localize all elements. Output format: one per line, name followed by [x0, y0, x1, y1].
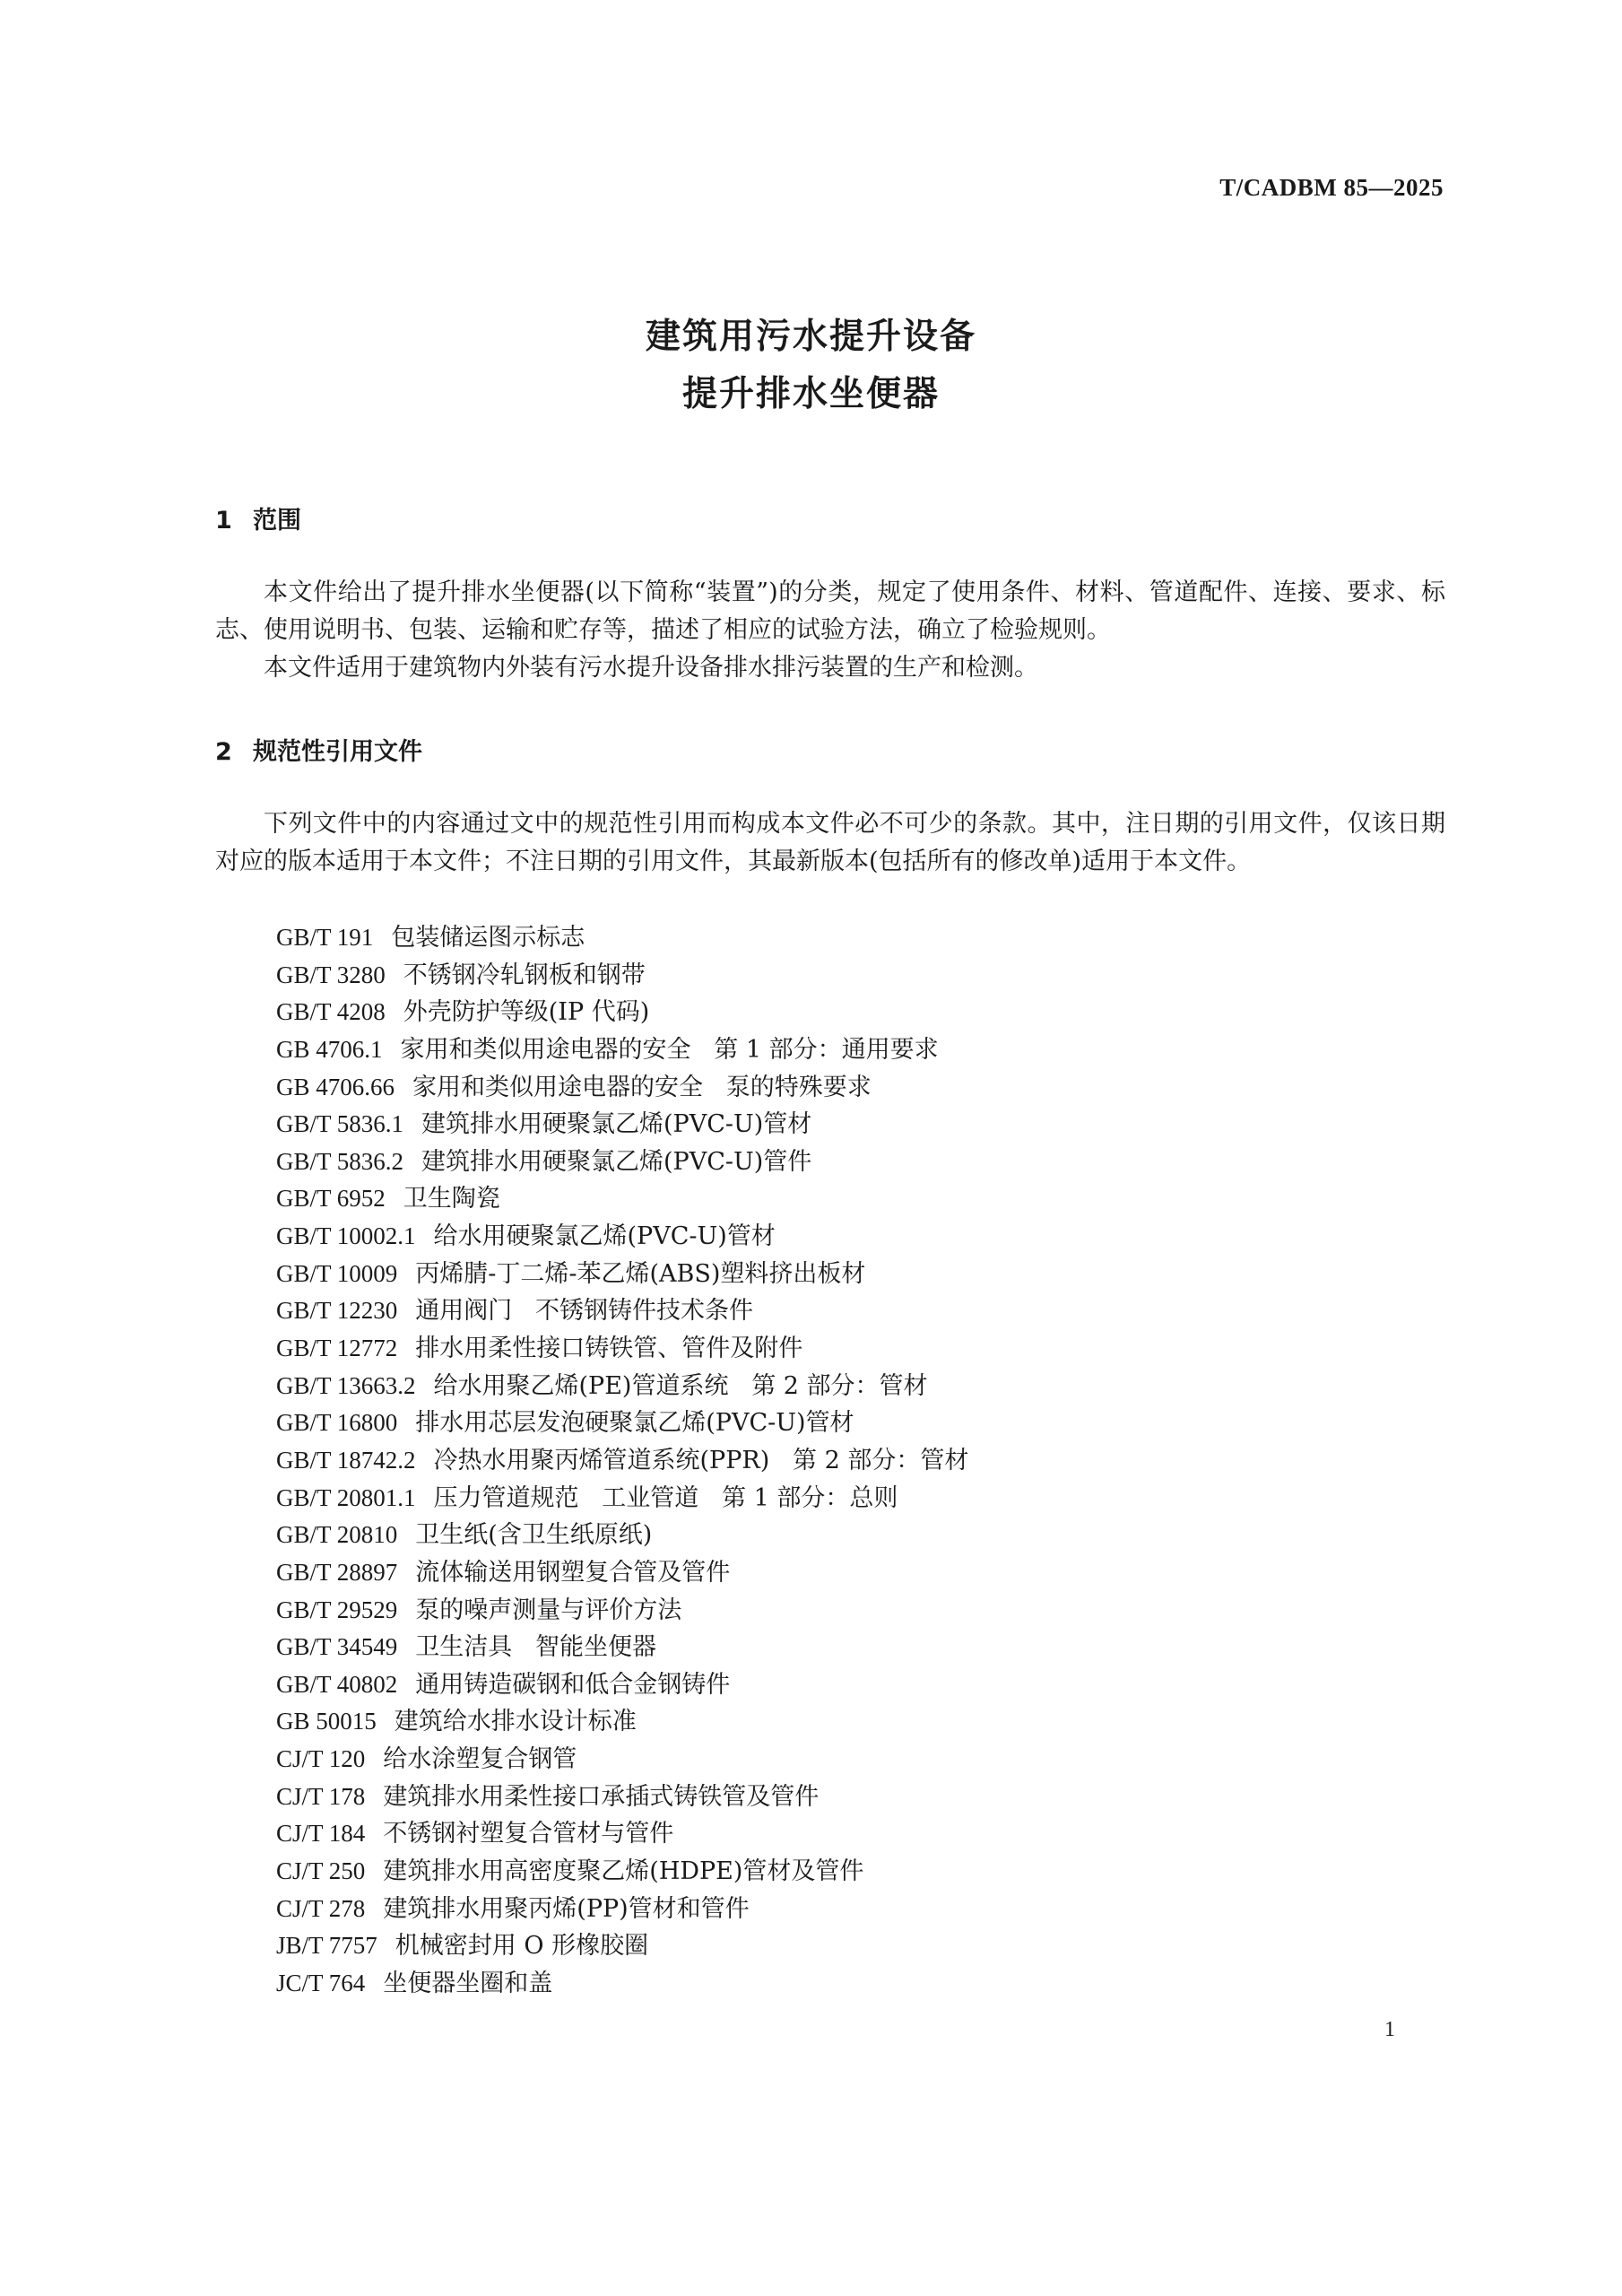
reference-code: GB/T 34549 — [276, 1633, 398, 1661]
reference-item — [276, 1031, 968, 1069]
reference-title: 卫生陶瓷 — [403, 1185, 500, 1213]
reference-code: GB/T 40802 — [276, 1670, 398, 1698]
reference-code: GB/T 12772 — [276, 1335, 398, 1362]
reference-title: 建筑排水用硬聚氯乙烯(PVC-U)管材 — [421, 1110, 812, 1139]
reference-code: GB/T 5836.1 — [276, 1110, 404, 1138]
reference-code: GB/T 5836.2 — [276, 1147, 404, 1175]
reference-item — [276, 1666, 968, 1704]
reference-title: 不锈钢冷轧钢板和钢带 — [403, 961, 646, 989]
document-title-line1: 建筑用污水提升设备 — [645, 317, 976, 357]
reference-title: 包装储运图示标志 — [391, 924, 585, 952]
reference-code: CJ/T 184 — [276, 1820, 366, 1848]
reference-code: GB/T 18742.2 — [276, 1446, 416, 1474]
reference-item — [276, 1554, 968, 1592]
reference-title: 泵的噪声测量与评价方法 — [415, 1596, 682, 1624]
reference-item — [276, 1815, 968, 1853]
reference-title: 建筑给水排水设计标准 — [394, 1708, 637, 1736]
reference-title: 不锈钢衬塑复合管材与管件 — [383, 1820, 674, 1848]
references-intro: 下列文件中的内容通过文中的规范性引用而构成本文件必不可少的条款。其中，注日期的引用文件，仅该日期对应的版本适用于本文件；不注日期的引用文件，其最新版本(包括所有的修改单)适用于本文件。 — [215, 810, 1445, 875]
reference-title: 家用和类似用途电器的安全 泵的特殊要求 — [412, 1073, 872, 1101]
reference-title: 通用铸造碳钢和低合金钢铸件 — [415, 1670, 731, 1699]
reference-code: GB 4706.1 — [276, 1035, 383, 1063]
reference-item — [276, 1965, 968, 2003]
reference-title: 建筑排水用高密度聚乙烯(HDPE)管材及管件 — [383, 1857, 864, 1886]
reference-title: 家用和类似用途电器的安全 第 1 部分：通用要求 — [400, 1035, 939, 1064]
reference-item — [276, 994, 968, 1031]
reference-item — [276, 1069, 968, 1107]
reference-title: 丙烯腈-丁二烯-苯乙烯(ABS)塑料挤出板材 — [415, 1259, 866, 1288]
section-2-number: 2 — [215, 738, 232, 766]
reference-title: 给水用聚乙烯(PE)管道系统 第 2 部分：管材 — [433, 1371, 928, 1400]
reference-item — [276, 1256, 968, 1293]
reference-title: 建筑排水用柔性接口承插式铸铁管及管件 — [383, 1782, 820, 1811]
reference-item — [276, 1517, 968, 1554]
reference-code: GB/T 12230 — [276, 1297, 398, 1325]
reference-code: GB/T 10009 — [276, 1259, 398, 1287]
reference-list — [276, 919, 968, 2003]
reference-code: JC/T 764 — [276, 1969, 366, 1996]
reference-item — [276, 1629, 968, 1666]
reference-item — [276, 1405, 968, 1442]
reference-title: 压力管道规范 工业管道 第 1 部分：总则 — [433, 1483, 898, 1512]
reference-title: 卫生洁具 智能坐便器 — [415, 1633, 657, 1662]
reference-title: 流体输送用钢塑复合管及管件 — [415, 1558, 731, 1587]
reference-code: CJ/T 250 — [276, 1857, 366, 1885]
standard-code: T/CADBM 85—2025 — [1219, 174, 1444, 201]
reference-code: CJ/T 120 — [276, 1745, 366, 1773]
reference-title: 通用阀门 不锈钢铸件技术条件 — [415, 1297, 754, 1326]
section-2-title: 规范性引用文件 — [253, 738, 422, 766]
reference-item — [276, 1891, 968, 1928]
page-number: 1 — [1384, 2018, 1395, 2041]
reference-code: CJ/T 278 — [276, 1894, 366, 1922]
reference-code: GB/T 16800 — [276, 1409, 398, 1437]
reference-item — [276, 1703, 968, 1741]
reference-title: 卫生纸(含卫生纸原纸) — [415, 1521, 653, 1550]
reference-item — [276, 919, 968, 957]
reference-item — [276, 1480, 968, 1518]
reference-item — [276, 1180, 968, 1218]
reference-item — [276, 1779, 968, 1816]
reference-item — [276, 1106, 968, 1144]
reference-title: 坐便器坐圈和盖 — [383, 1969, 553, 1997]
reference-code: GB/T 3280 — [276, 961, 386, 988]
reference-code: JB/T 7757 — [276, 1932, 377, 1960]
reference-title: 排水用柔性接口铸铁管、管件及附件 — [415, 1335, 803, 1363]
reference-item — [276, 1853, 968, 1891]
reference-item — [276, 1442, 968, 1480]
reference-code: GB/T 10002.1 — [276, 1222, 416, 1250]
reference-code: GB 50015 — [276, 1708, 377, 1735]
reference-item — [276, 1330, 968, 1368]
reference-code: GB/T 13663.2 — [276, 1371, 416, 1399]
scope-paragraph-2: 本文件适用于建筑物内外装有污水提升设备排水排污装置的生产和检测。 — [264, 654, 1038, 682]
reference-title: 机械密封用 O 形橡胶圈 — [395, 1932, 649, 1961]
section-1-title: 范围 — [253, 507, 301, 535]
reference-code: GB/T 191 — [276, 924, 374, 951]
section-2-heading — [215, 732, 422, 767]
reference-title: 排水用芯层发泡硬聚氯乙烯(PVC-U)管材 — [415, 1409, 854, 1438]
reference-code: GB/T 4208 — [276, 998, 386, 1026]
reference-item — [276, 1741, 968, 1779]
reference-item — [276, 1218, 968, 1256]
reference-code: GB/T 20801.1 — [276, 1483, 416, 1511]
reference-title: 外壳防护等级(IP 代码) — [403, 998, 650, 1027]
reference-title: 建筑排水用硬聚氯乙烯(PVC-U)管件 — [421, 1147, 812, 1176]
section-1-number: 1 — [215, 507, 232, 535]
reference-item — [276, 957, 968, 995]
reference-item — [276, 1927, 968, 1965]
reference-item — [276, 1368, 968, 1405]
reference-item — [276, 1592, 968, 1630]
reference-code: GB/T 29529 — [276, 1596, 398, 1623]
reference-code: GB/T 28897 — [276, 1558, 398, 1586]
scope-paragraph-1: 本文件给出了提升排水坐便器(以下简称“装置”)的分类，规定了使用条件、材料、管道配件、连接、要求、标志、使用说明书、包装、运输和贮存等，描述了相应的试验方法，确立了检验规则。 — [215, 578, 1445, 644]
reference-item — [276, 1144, 968, 1181]
reference-item — [276, 1292, 968, 1330]
reference-title: 给水用硬聚氯乙烯(PVC-U)管材 — [433, 1222, 776, 1251]
reference-code: GB 4706.66 — [276, 1073, 395, 1100]
section-1-heading — [215, 500, 301, 535]
document-title-line2: 提升排水坐便器 — [681, 374, 940, 414]
reference-code: GB/T 20810 — [276, 1521, 398, 1549]
reference-title: 给水涂塑复合钢管 — [383, 1745, 577, 1774]
reference-title: 冷热水用聚丙烯管道系统(PPR) 第 2 部分：管材 — [433, 1446, 969, 1474]
reference-title: 建筑排水用聚丙烯(PP)管材和管件 — [383, 1894, 750, 1923]
reference-code: GB/T 6952 — [276, 1185, 386, 1213]
reference-code: CJ/T 178 — [276, 1782, 366, 1810]
